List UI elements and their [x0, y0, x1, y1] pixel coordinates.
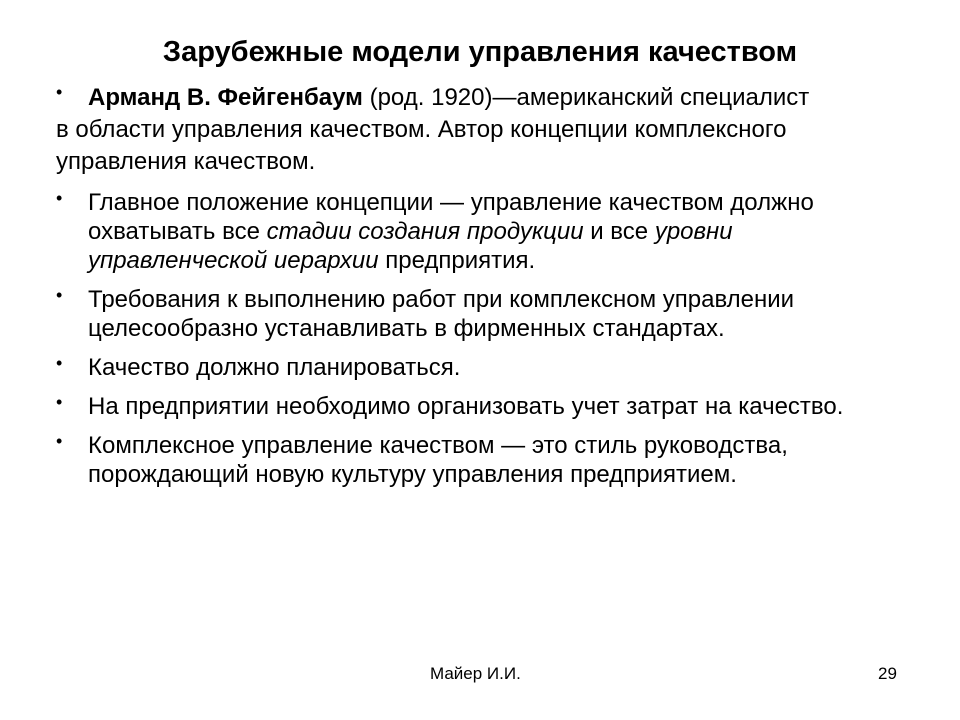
- item-emphasis: стадии создания продукции: [266, 218, 584, 245]
- intro-line-2: в области управления качеством. Автор концепции комплексного: [56, 116, 787, 143]
- intro-line-1: [56, 82, 916, 114]
- bullet-icon: •: [56, 82, 63, 102]
- slide-content: [56, 82, 916, 489]
- person-name: Арманд В. Фейгенбаум: [88, 84, 363, 111]
- item-text: На предприятии необходимо организовать учет затрат на качество.: [88, 393, 844, 420]
- list-item: [56, 392, 916, 421]
- bullet-icon: •: [56, 431, 63, 451]
- item-text: Качество должно планироваться.: [88, 354, 461, 381]
- list-item: [56, 431, 916, 489]
- bullet-list: [56, 188, 916, 489]
- bullet-icon: •: [56, 353, 63, 373]
- item-text: и все: [583, 218, 655, 245]
- intro-paragraph: [56, 82, 916, 178]
- intro-text-1: (род. 1920)—американский специалист: [362, 84, 810, 111]
- list-item: [56, 188, 916, 275]
- item-emphasis: уровни управленческой иерархии: [88, 218, 733, 274]
- intro-line-3: управления качеством.: [56, 148, 316, 175]
- item-text: Главное положение концепции — управление качеством должно охватывать все: [88, 189, 814, 245]
- bullet-icon: •: [56, 188, 63, 208]
- list-item: [56, 353, 916, 382]
- item-text: Требования к выполнению работ при комплексном управлении целесообразно устанавливать в фирменных стандартах.: [88, 286, 795, 342]
- bullet-icon: •: [56, 285, 63, 305]
- footer-author: Майер И.И.: [430, 664, 521, 683]
- item-text: Комплексное управление качеством — это стиль руководства, порождающий новую культуру управления предприятием.: [88, 432, 788, 488]
- bullet-icon: •: [56, 392, 63, 412]
- slide-title: Зарубежные модели управления качеством: [162, 36, 798, 68]
- page-number: 29: [878, 664, 897, 683]
- item-text: предприятия.: [378, 247, 536, 274]
- list-item: [56, 285, 916, 343]
